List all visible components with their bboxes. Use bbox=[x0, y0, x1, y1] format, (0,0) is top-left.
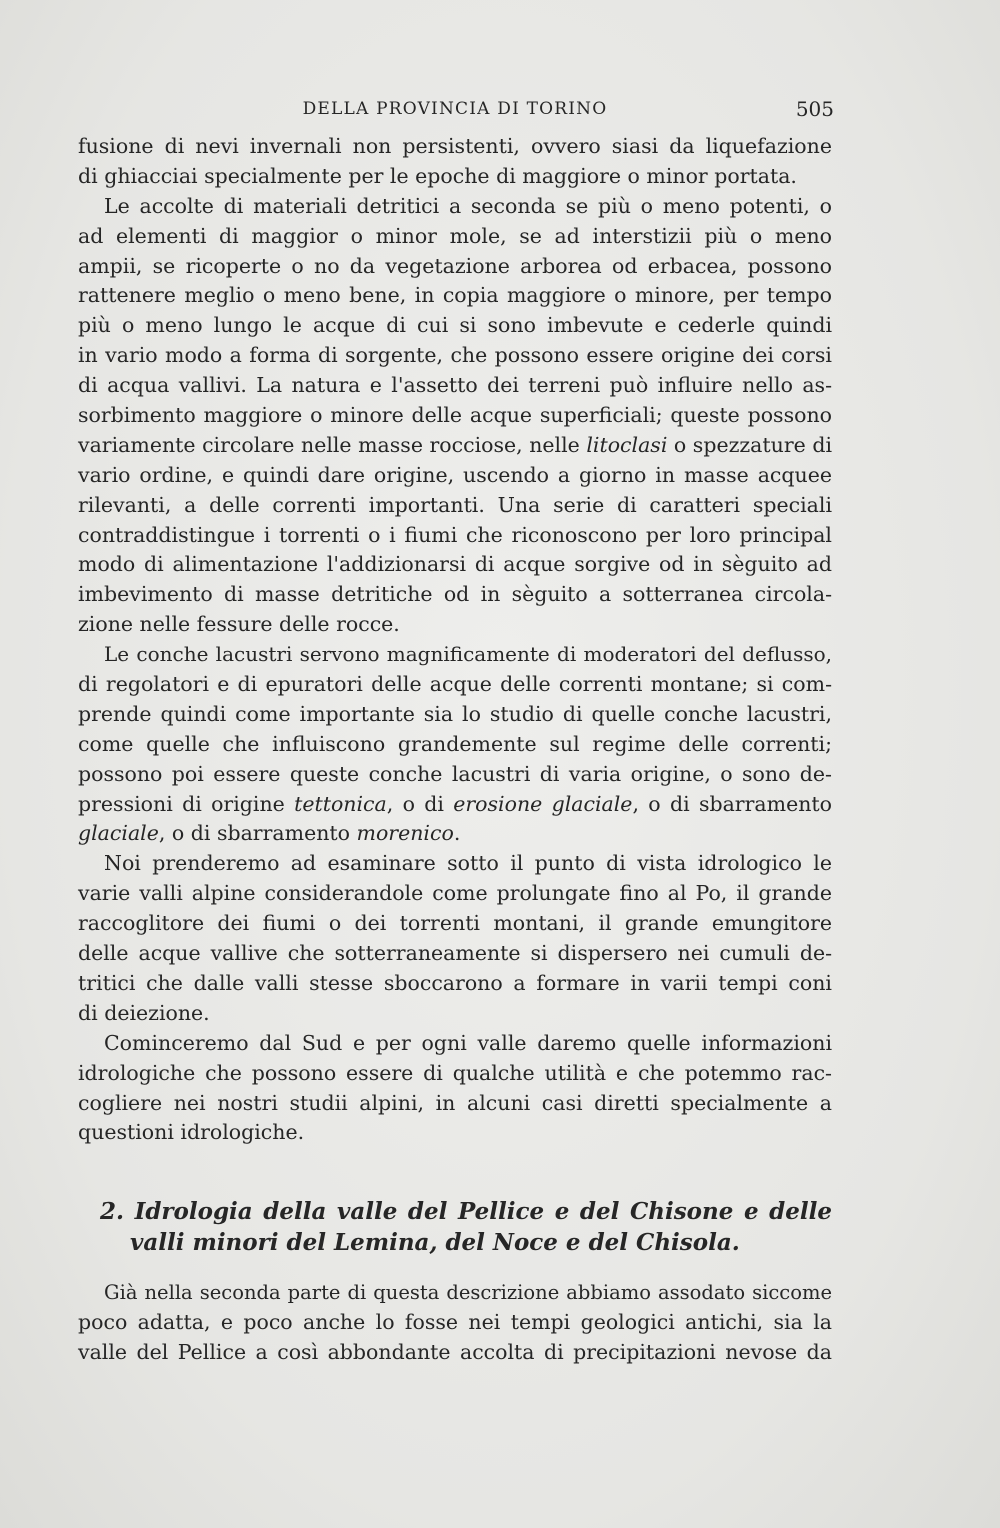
closing-text bbox=[78, 1278, 832, 1368]
text-line bbox=[78, 431, 832, 461]
text-line: Le accolte di materiali detritici a seconda se più o meno potenti, o bbox=[104, 193, 832, 218]
text-line: di deiezione. bbox=[78, 1000, 210, 1025]
running-title: DELLA PROVINCIA DI TORINO bbox=[302, 99, 608, 119]
text-line: rilevanti, a delle correnti importanti. Una serie di caratteri speciali bbox=[78, 492, 832, 517]
text-line: di regolatori e di epuratori delle acque delle correnti montane; si com- bbox=[78, 672, 832, 697]
italic-term: litoclasi bbox=[586, 432, 668, 457]
text-line: contraddistingue i torrenti o i fiumi che riconoscono per loro principal bbox=[78, 522, 832, 547]
text-segment: variamente circolare nelle masse rocciose, nelle bbox=[78, 432, 587, 457]
text-line: in vario modo a forma di sorgente, che possono essere origine dei corsi bbox=[78, 343, 832, 368]
section-heading-line: valli minori del Lemina, del Noce e del Chisola. bbox=[130, 1229, 740, 1256]
text-line: idrologiche che possono essere di qualche utilità e che potemmo rac- bbox=[78, 1060, 832, 1085]
text-line: più o meno lungo le acque di cui si sono imbevute e cederle quindi bbox=[78, 313, 832, 338]
text-segment: , o di sbarramento bbox=[632, 791, 832, 816]
text-line: Cominceremo dal Sud e per ogni valle daremo quelle informazioni bbox=[104, 1030, 832, 1055]
text-line: possono poi essere queste conche lacustri di varia origine, o sono de- bbox=[78, 761, 832, 786]
italic-term: tettonica bbox=[294, 791, 387, 816]
text-line: ampii, se ricoperte o no da vegetazione arborea od erbacea, possono bbox=[78, 253, 832, 278]
italic-term: glaciale bbox=[78, 821, 159, 846]
text-line: come quelle che influiscono grandemente sul regime delle correnti; bbox=[78, 731, 832, 756]
text-segment: , o di sbarramento bbox=[158, 821, 357, 846]
text-line bbox=[78, 790, 832, 820]
text-line: ad elementi di maggior o minor mole, se ad interstizii più o meno bbox=[78, 223, 832, 248]
italic-term: morenico bbox=[356, 821, 454, 846]
text-line: delle acque vallive che sotterraneamente si dispersero nei cumuli de- bbox=[78, 941, 832, 966]
text-line: tritici che dalle valli stesse sboccarono a formare in varii tempi coni bbox=[78, 970, 832, 995]
text-line: poco adatta, e poco anche lo fosse nei tempi geologici antichi, sia la bbox=[78, 1309, 832, 1334]
text-line: Le conche lacustri servono magnificamente di moderatori del deflusso, bbox=[104, 642, 832, 667]
text-line: prende quindi come importante sia lo studio di quelle conche lacustri, bbox=[78, 701, 832, 726]
text-line: di acqua vallivi. La natura e l'assetto dei terreni può influire nello as- bbox=[78, 373, 832, 398]
text-line: modo di alimentazione l'addizionarsi di acque sorgive od in sèguito ad bbox=[78, 552, 832, 577]
section-heading-line: 2. Idrologia della valle del Pellice e del Chisone e delle bbox=[100, 1198, 832, 1225]
body-text bbox=[78, 132, 832, 1148]
text-segment: . bbox=[453, 821, 461, 846]
text-segment: , o di bbox=[386, 791, 454, 816]
text-line: vario ordine, e quindi dare origine, uscendo a giorno in masse acquee bbox=[78, 462, 832, 487]
text-line: zione nelle fessure delle rocce. bbox=[78, 612, 400, 637]
text-line: cogliere nei nostri studii alpini, in alcuni casi diretti specialmente a bbox=[78, 1090, 832, 1115]
running-head bbox=[78, 94, 832, 124]
text-line: Già nella seconda parte di questa descrizione abbiamo assodato siccome bbox=[104, 1281, 832, 1304]
text-line: fusione di nevi invernali non persistenti, ovvero siasi da liquefazione bbox=[78, 134, 832, 158]
text-line: valle del Pellice a così abbondante accolta di precipitazioni nevose da bbox=[78, 1339, 832, 1364]
text-segment: pressioni di origine bbox=[78, 791, 295, 816]
text-line bbox=[78, 819, 832, 849]
text-segment: o spezzature di bbox=[667, 432, 833, 457]
text-line: varie valli alpine considerandole come prolungate fino al Po, il grande bbox=[78, 881, 832, 906]
text-line: di ghiacciai specialmente per le epoche di maggiore o minor portata. bbox=[78, 163, 797, 188]
text-line: raccoglitore dei fiumi o dei torrenti montani, il grande emungitore bbox=[78, 911, 832, 936]
text-line: questioni idrologiche. bbox=[78, 1120, 305, 1145]
text-line: Noi prenderemo ad esaminare sotto il punto di vista idrologico le bbox=[104, 851, 832, 876]
text-line: rattenere meglio o meno bene, in copia maggiore o minore, per tempo bbox=[78, 283, 832, 308]
section-heading bbox=[78, 1196, 832, 1258]
text-line: imbevimento di masse detritiche od in sèguito a sotterranea circola- bbox=[78, 582, 832, 607]
text-line: sorbimento maggiore o minore delle acque superficiali; queste possono bbox=[78, 403, 832, 428]
italic-term: erosione glaciale bbox=[453, 791, 633, 816]
page-number: 505 bbox=[795, 97, 834, 121]
